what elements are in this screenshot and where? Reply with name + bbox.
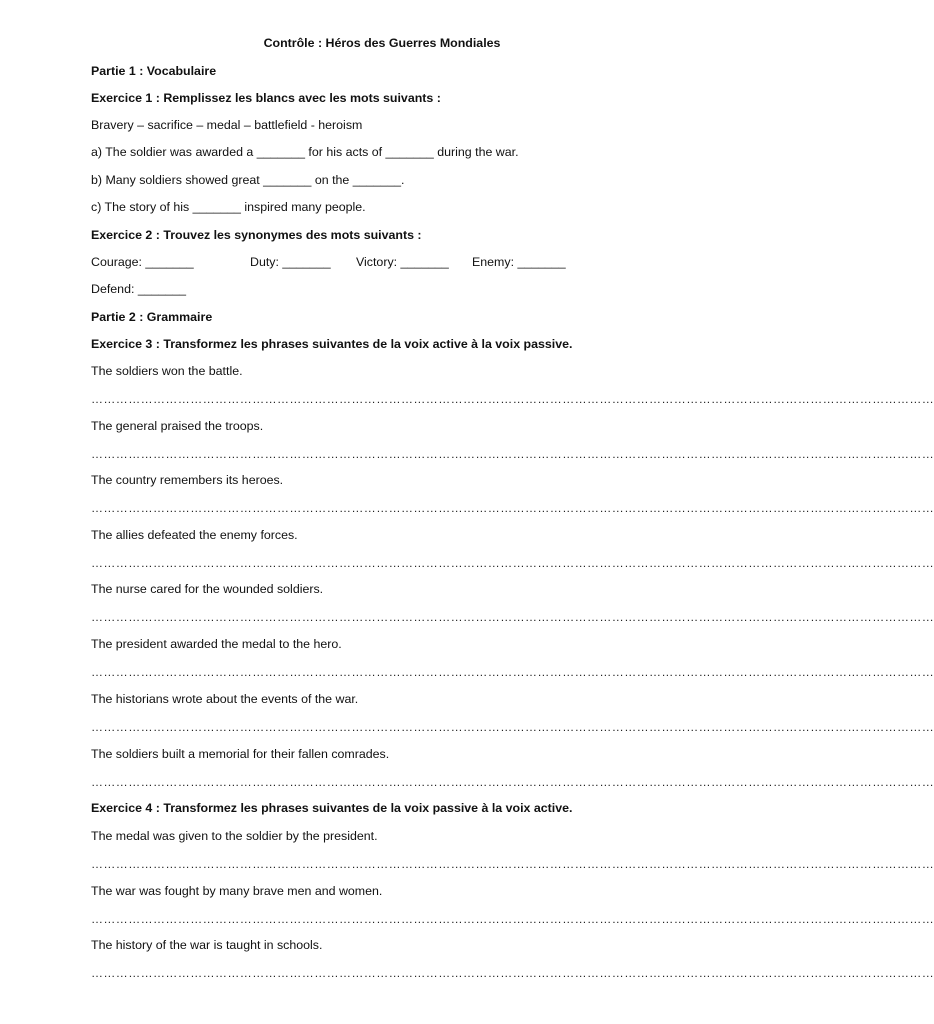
answer-line: …………………………………………………………………………………………………………………………………………………………………………………… xyxy=(91,665,934,679)
exercise3-heading: Exercice 3 : Transformez les phrases suivantes de la voix active à la voix passive. xyxy=(91,337,573,351)
answer-line: …………………………………………………………………………………………………………………………………………………………………………………… xyxy=(91,857,934,871)
sentence: The history of the war is taught in schools. xyxy=(91,938,323,952)
exercise2-heading: Exercice 2 : Trouvez les synonymes des mots suivants : xyxy=(91,228,422,242)
exercise4-heading: Exercice 4 : Transformez les phrases suivantes de la voix passive à la voix active. xyxy=(91,801,573,815)
answer-line: …………………………………………………………………………………………………………………………………………………………………………………… xyxy=(91,775,934,789)
sentence: The general praised the troops. xyxy=(91,419,264,433)
synonym-item: Enemy: _______ xyxy=(472,255,566,269)
sentence: The president awarded the medal to the hero. xyxy=(91,637,342,651)
fill-blank-item: c) The story of his _______ inspired many people. xyxy=(91,200,366,214)
word-bank: Bravery – sacrifice – medal – battlefield - heroism xyxy=(91,118,363,132)
synonym-item: Victory: _______ xyxy=(356,255,449,269)
answer-line: …………………………………………………………………………………………………………………………………………………………………………………… xyxy=(91,392,934,406)
synonym-item: Duty: _______ xyxy=(250,255,331,269)
sentence: The soldiers built a memorial for their fallen comrades. xyxy=(91,747,390,761)
answer-line: …………………………………………………………………………………………………………………………………………………………………………………… xyxy=(91,966,934,980)
answer-line: …………………………………………………………………………………………………………………………………………………………………………………… xyxy=(91,501,934,515)
page-title: Contrôle : Héros des Guerres Mondiales xyxy=(263,36,501,50)
sentence: The war was fought by many brave men and women. xyxy=(91,884,383,898)
sentence: The historians wrote about the events of the war. xyxy=(91,692,359,706)
sentence: The soldiers won the battle. xyxy=(91,364,243,378)
part1-heading: Partie 1 : Vocabulaire xyxy=(91,64,217,78)
answer-line: …………………………………………………………………………………………………………………………………………………………………………………… xyxy=(91,720,934,734)
exercise1-heading: Exercice 1 : Remplissez les blancs avec les mots suivants : xyxy=(91,91,441,105)
sentence: The medal was given to the soldier by the president. xyxy=(91,829,378,843)
synonym-item: Defend: _______ xyxy=(91,282,187,296)
sentence: The country remembers its heroes. xyxy=(91,473,284,487)
sentence: The nurse cared for the wounded soldiers. xyxy=(91,582,324,596)
answer-line: …………………………………………………………………………………………………………………………………………………………………………………… xyxy=(91,556,934,570)
fill-blank-item: b) Many soldiers showed great _______ on the _______. xyxy=(91,173,405,187)
part2-heading: Partie 2 : Grammaire xyxy=(91,310,213,324)
sentence: The allies defeated the enemy forces. xyxy=(91,528,298,542)
fill-blank-item: a) The soldier was awarded a _______ for his acts of _______ during the war. xyxy=(91,145,519,159)
synonym-item: Courage: _______ xyxy=(91,255,194,269)
answer-line: …………………………………………………………………………………………………………………………………………………………………………………… xyxy=(91,610,934,624)
answer-line: …………………………………………………………………………………………………………………………………………………………………………………… xyxy=(91,912,934,926)
answer-line: …………………………………………………………………………………………………………………………………………………………………………………… xyxy=(91,447,934,461)
